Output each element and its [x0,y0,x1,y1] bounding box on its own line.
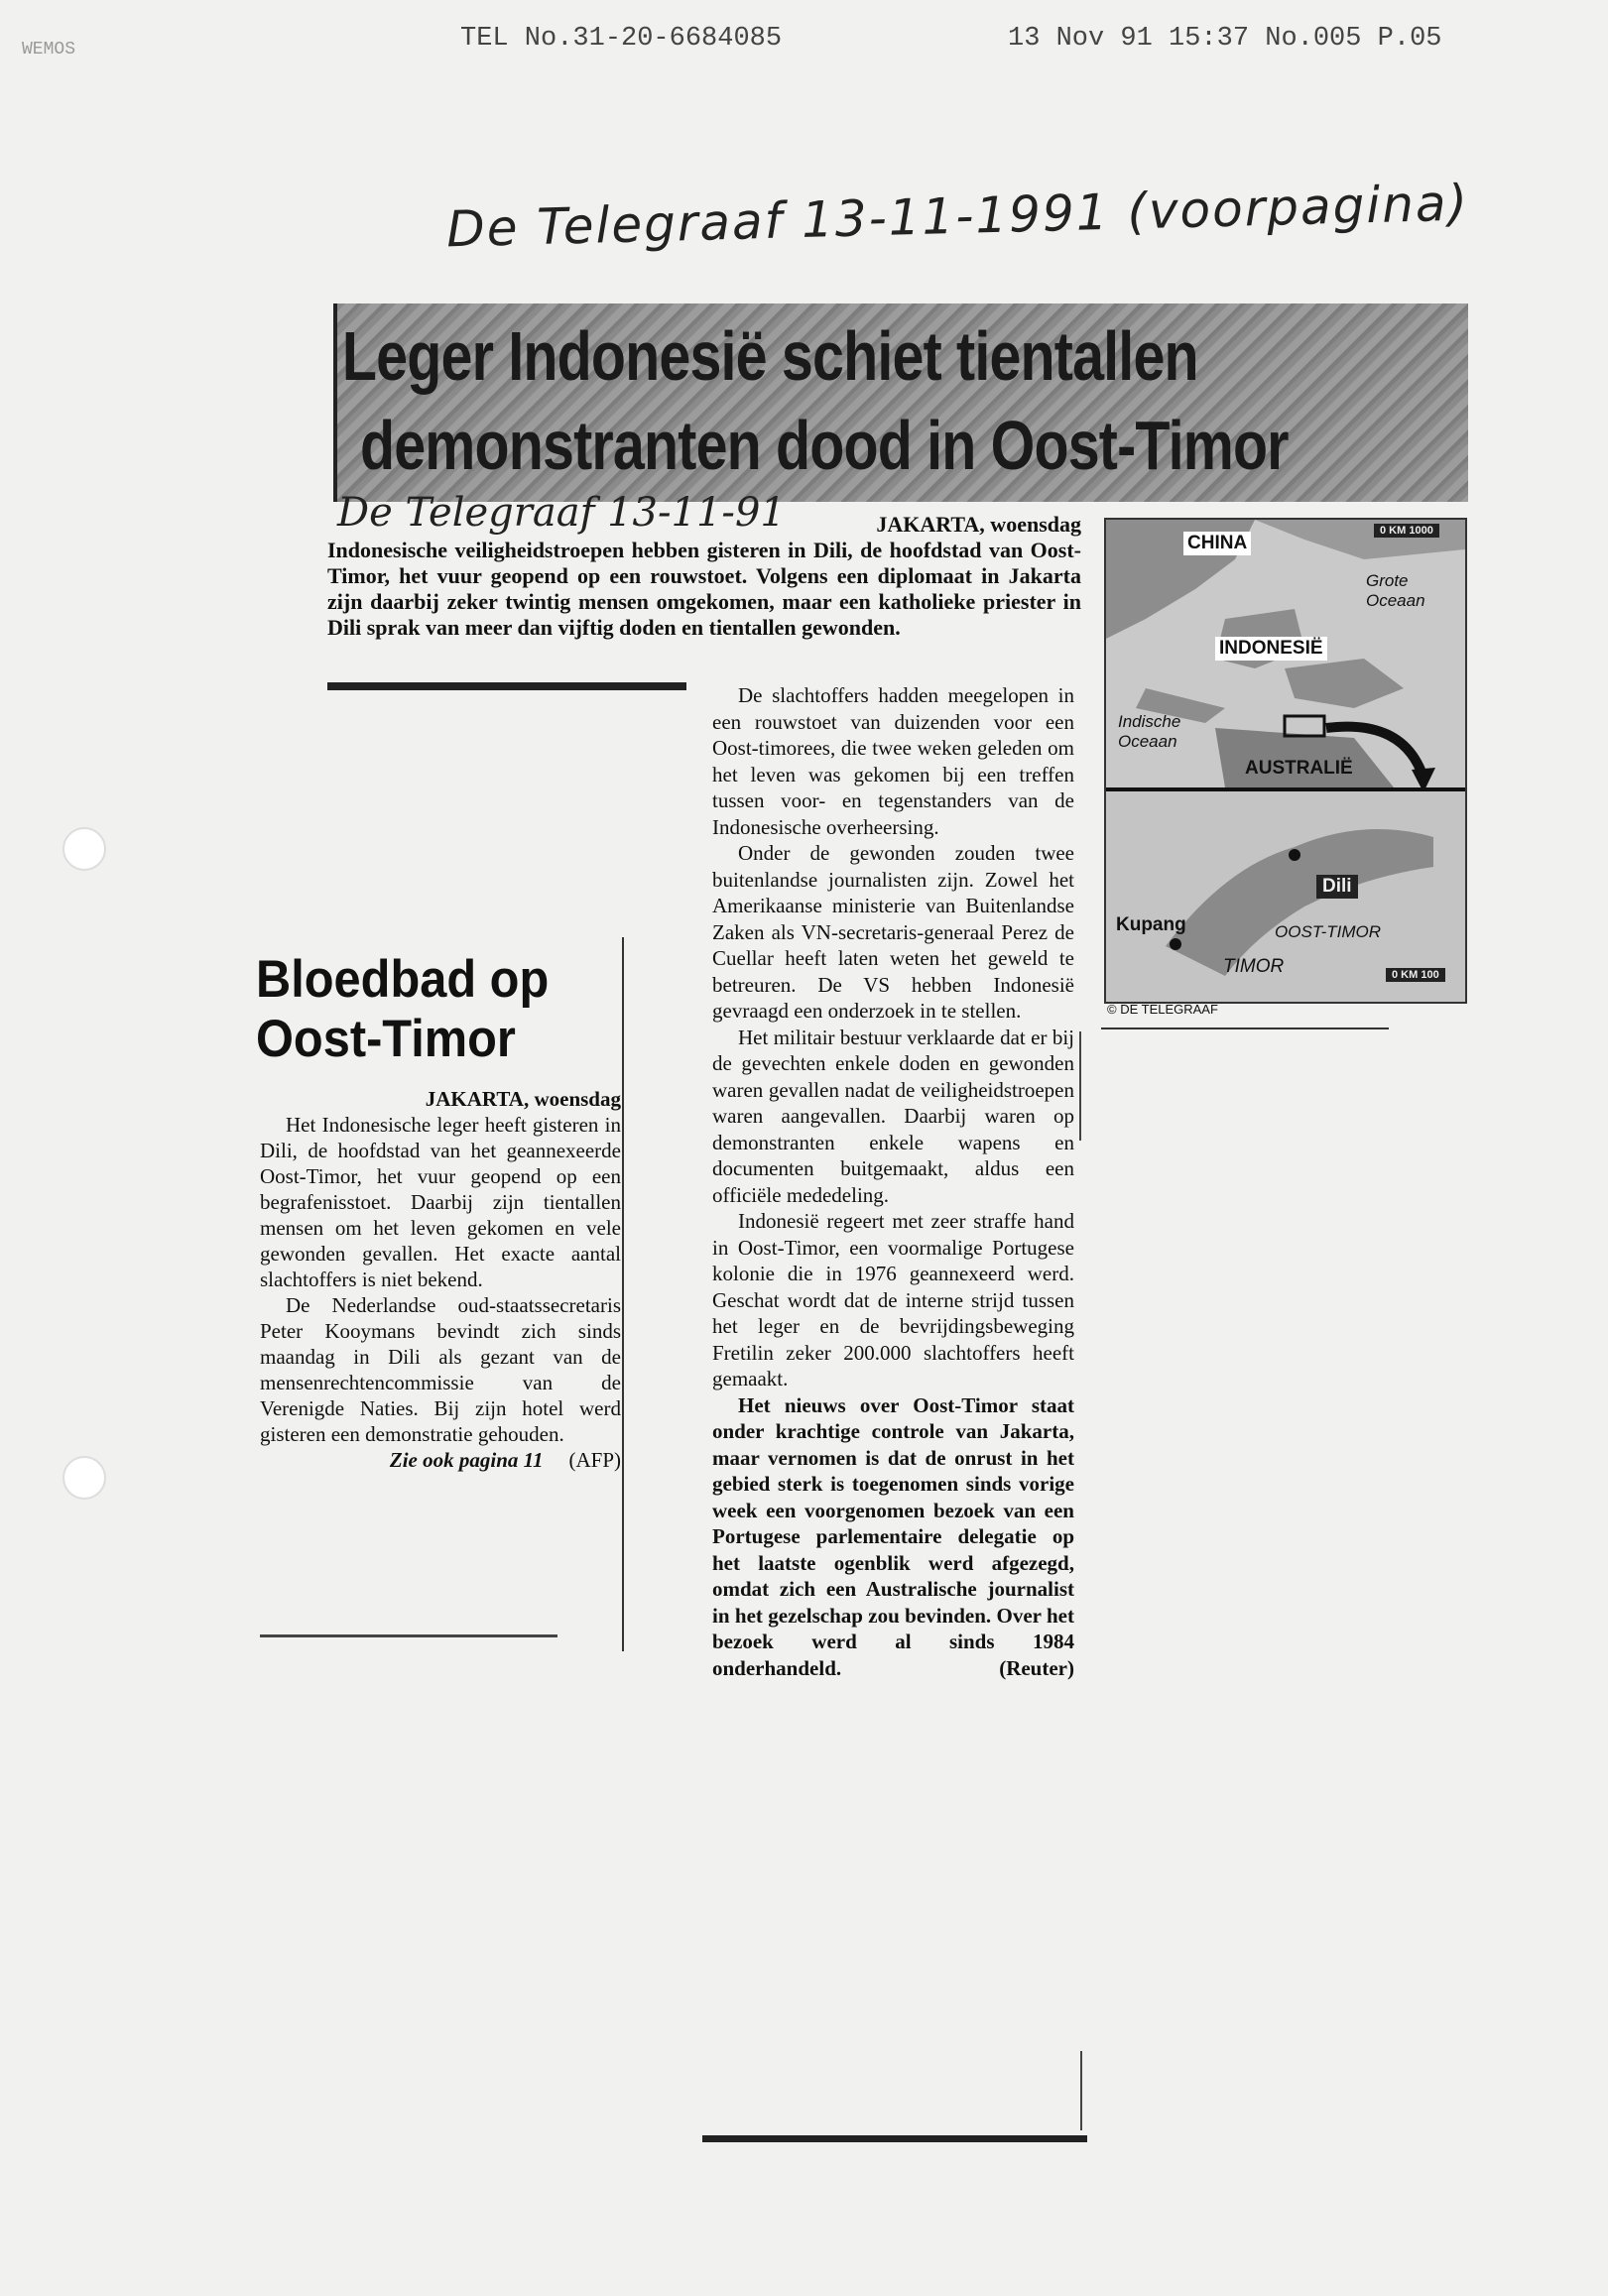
sidebar-border [622,937,624,1651]
handwritten-source-note: De Telegraaf 13-11-1991 (voorpagina) [445,174,1470,259]
fax-telephone: TEL No.31-20-6684085 [460,24,783,54]
punch-hole-icon [62,827,106,871]
map-label-indonesia: INDONESIË [1215,637,1327,661]
article-headline [333,303,1468,502]
handwritten-date-note: De Telegraaf 13-11-91 [337,490,786,536]
lead-text: Indonesische veiligheidstroepen hebben gisteren in Dili, de hoofdstad van Oost-Timor, het vuur geopend op een rouwstoet. Volgens een diplomaat in Jakarta zijn daarbij zeker twintig mensen omgekomen, maar een katholieke priester in Dili sprak van meer dan vijftig doden en tientallen gewonden. [327,538,1081,640]
main-bottom-rule [702,2135,1087,2142]
map-label-indian-ocean: Indische Oceaan [1118,712,1181,751]
map-label-east-timor: OOST-TIMOR [1275,922,1382,941]
sidebar-bottom-rule [260,1634,557,1637]
map-label-china: CHINA [1183,532,1251,555]
lead-dateline: JAKARTA, woensdag [876,512,1081,537]
map-east-timor [1104,518,1467,1004]
sidebar-body [260,1086,621,1473]
map-label-kupang: Kupang [1116,914,1186,935]
sidebar-title-line-1: Bloedbad op [256,950,550,1009]
sidebar-title-line-2: Oost-Timor [256,1010,516,1068]
lead-rule [327,682,686,690]
sidebar-dateline: JAKARTA, woensdag [425,1087,621,1111]
sidebar-credit: (AFP) [568,1448,621,1472]
map-label-timor: TIMOR [1223,956,1285,977]
sidebar-title [256,950,593,1069]
main-paragraph-5 [712,1392,1074,1682]
main-article-body [712,682,1074,1681]
main-paragraph-2: Onder de gewonden zouden twee buitenlandse journalisten zijn. Zowel het Amerikaanse ministerie van Buitenlandse Zaken als VN-secretaris-generaal Perez de Cuellar heeft laten weten het geweld te betreuren. De VS hebben Indonesië gevraagd een onderzoek in te stellen. [712,841,1074,1023]
column-divider [1079,1031,1081,1141]
map-rule [1101,1027,1389,1029]
fax-timestamp: 13 Nov 91 15:37 No.005 P.05 [1008,24,1442,54]
column-divider [1080,2051,1082,2130]
headline-line-1: Leger Indonesië schiet tientallen [341,317,1198,395]
map-credit: © DE TELEGRAAF [1107,1002,1218,1017]
main-paragraph-3: Het militair bestuur verklaarde dat er bij de gevechten enkele doden en gewonden waren gevallen nadat de veiligheidstroepen waren aangevallen. Daarbij waren op demonstranten enkele wapens en documenten buitgemaakt, aldus een officiële mededeling. [712,1025,1074,1207]
map-label-pacific: Grote Oceaan [1366,571,1425,610]
main-credit: (Reuter) [999,1655,1074,1680]
map-scale-top: 0 KM 1000 [1374,524,1439,538]
main-paragraph-4: Indonesië regeert met zeer straffe hand in Oost-Timor, een voormalige Portugese kolonie die in 1976 geannexeerd werd. Geschat wordt dat de interne strijd tussen het leger en de bevrijdingsbeweging Fretilin zeker 200.000 slachtoffers heeft gemaakt. [712,1209,1074,1390]
map-label-dili: Dili [1316,875,1358,899]
punch-hole-icon [62,1456,106,1500]
fax-header [0,24,1608,63]
sidebar-paragraph-2-text: De Nederlandse oud-staatssecretaris Peter Kooymans bevindt zich sinds maandag in Dili als gezant van de mensenrechtencommissie van de Verenigde Naties. Bij zijn hotel werd gisteren een demonstratie gehouden. [260,1293,621,1446]
sidebar-paragraph-1: Het Indonesische leger heeft gisteren in Dili, de hoofdstad van het geannexeerde Oost-Timor, het vuur geopend op een begrafenisstoet. Daarbij zijn tientallen mensen om het leven gekomen en vele gewonden gevallen. Het exacte aantal slachtoffers is niet bekend. [260,1113,621,1291]
sidebar-see-also: Zie ook pagina 11 [389,1448,544,1472]
fax-sender: WEMOS [22,40,76,60]
main-paragraph-1: De slachtoffers hadden meegelopen in een rouwstoet van duizenden voor een Oost-timorees, die twee weken geleden om het leven was gekomen bij een treffen tussen voor- en tegenstanders van de Indonesische overheersing. [712,683,1074,839]
map-label-australia: AUSTRALIË [1245,758,1353,779]
article-lead [327,512,1081,641]
main-paragraph-5-text: Het nieuws over Oost-Timor staat onder krachtige controle van Jakarta, maar vernomen is dat de onrust in het gebied sterk is toegenomen sinds vorige week een voorgenomen bezoek van een Portugese parlementaire delegatie op het laatste ogenblik werd afgezegd, omdat zich een Australische journalist in het gezelschap zou bevinden. Over het bezoek werd al sinds 1984 onderhandeld. [712,1392,1074,1680]
headline-line-2: demonstranten dood in Oost-Timor [359,407,1289,484]
map-scale-bottom: 0 KM 100 [1386,968,1445,982]
